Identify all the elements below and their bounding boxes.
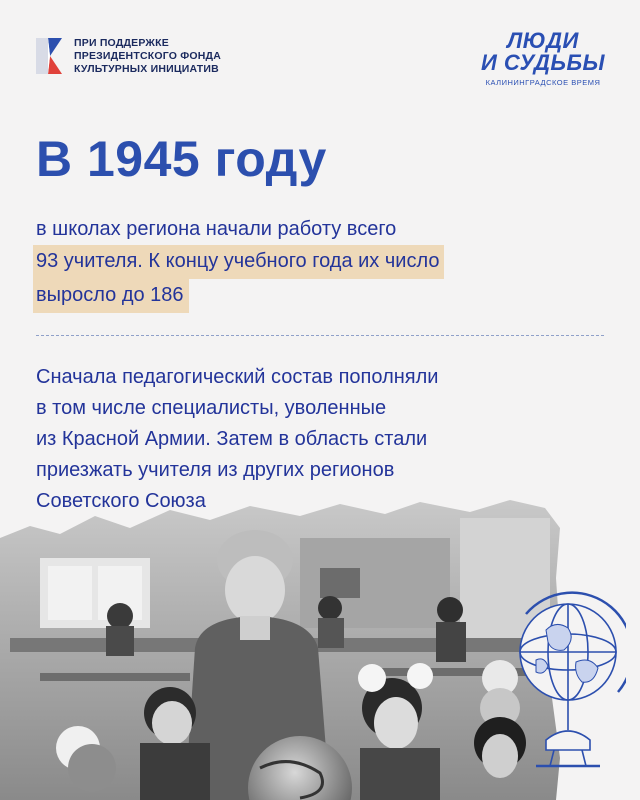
support-text [74, 37, 221, 76]
classroom-photo [0, 498, 560, 800]
body-line-1: Сначала педагогический состав пополняли [36, 366, 439, 388]
body-line-5: Советского Союза [36, 490, 206, 512]
classroom-photo-illustration [0, 498, 560, 800]
headline: В 1945 году [36, 131, 327, 187]
support-block [34, 36, 221, 76]
lead-highlight-3: выросло до 186 [33, 279, 189, 313]
globe-icon [506, 590, 626, 780]
body-line-3: из Красной Армии. Затем в область стали [36, 428, 428, 450]
lead-line-3 [36, 279, 444, 313]
lead-highlight-2: 93 учителя. К концу учебного года их число [33, 245, 444, 279]
brand-line-1: ЛЮДИ [507, 28, 579, 53]
body-line-2: в том числе специалисты, уволенные [36, 397, 387, 419]
support-line-3: КУЛЬТУРНЫХ ИНИЦИАТИВ [74, 62, 219, 75]
dashed-divider [36, 335, 604, 336]
body-text [36, 362, 596, 517]
brand-logo [478, 30, 608, 87]
lead-line-2 [36, 245, 444, 279]
support-line-2: ПРЕЗИДЕНТСКОГО ФОНДА [74, 49, 221, 62]
brand-subtitle: КАЛИНИНГРАДСКОЕ ВРЕМЯ [485, 78, 601, 87]
lead-text [36, 214, 444, 313]
support-line-1: ПРИ ПОДДЕРЖКЕ [74, 36, 169, 49]
presidential-fund-logo-icon [34, 36, 64, 76]
lead-line-1: в школах региона начали работу всего [36, 218, 397, 240]
body-line-4: приезжать учителя из других регионов [36, 459, 395, 481]
brand-line-2: И СУДЬБЫ [480, 50, 606, 75]
